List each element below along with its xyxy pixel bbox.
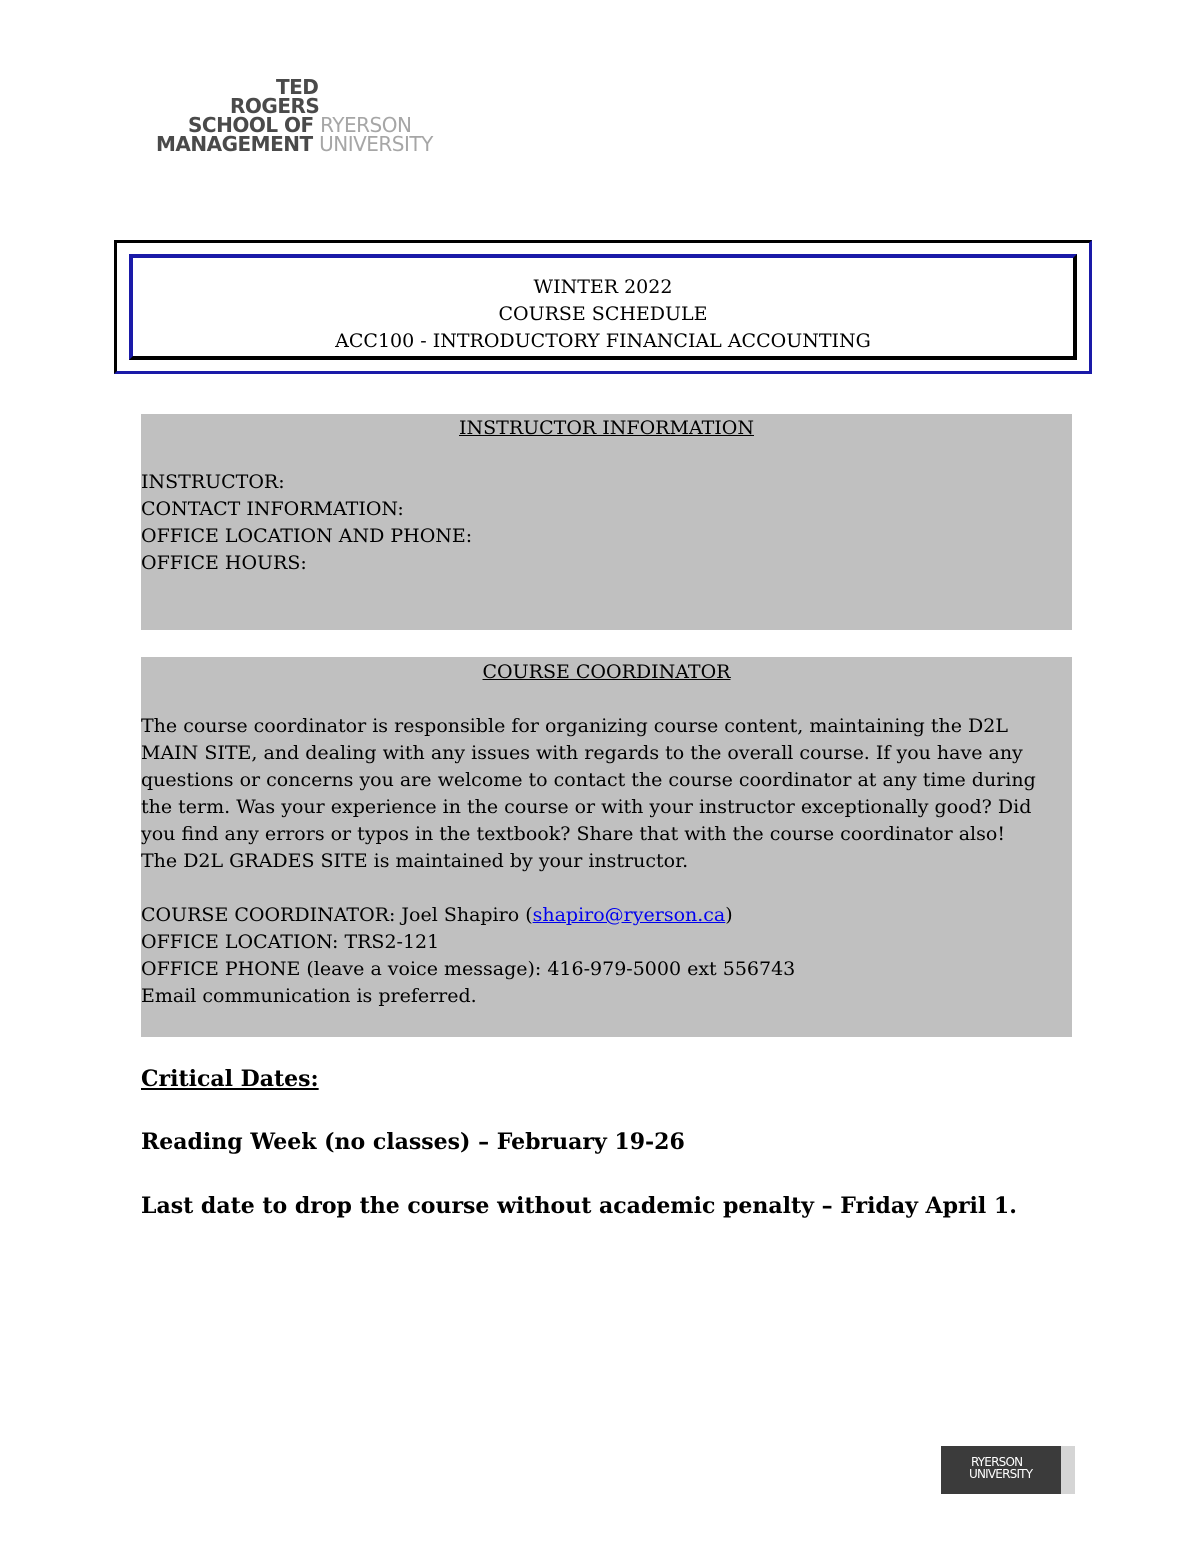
office-hours-label: OFFICE HOURS: (141, 552, 307, 574)
coordinator-office-phone: OFFICE PHONE (leave a voice message): 416-979-5000 ext 556743 (141, 958, 796, 980)
header-course: ACC100 - INTRODUCTORY FINANCIAL ACCOUNTING (335, 330, 871, 352)
logo-university: UNIVERSITY (319, 132, 433, 156)
coordinator-office-location: OFFICE LOCATION: TRS2-121 (141, 931, 440, 953)
drop-course-date: Last date to drop the course without academic penalty – Friday April 1. (141, 1193, 1017, 1219)
instructor-label: INSTRUCTOR: (141, 471, 285, 493)
ryerson-footer-logo (941, 1446, 1075, 1494)
critical-dates-heading: Critical Dates: (141, 1066, 319, 1092)
header-doc-type: COURSE SCHEDULE (498, 303, 708, 325)
coordinator-name: COURSE COORDINATOR: Joel Shapiro ( (141, 904, 533, 926)
logo-ryerson: RYERSON (320, 113, 412, 137)
coordinator-email-link[interactable]: shapiro@ryerson.ca (532, 904, 726, 926)
coordinator-name-suffix: ) (725, 904, 733, 926)
logo-school-of: SCHOOL OF (188, 113, 314, 137)
coordinator-paragraph-line: questions or concerns you are welcome to contact the course coordinator at any time during (141, 769, 1036, 791)
coordinator-paragraph-line: MAIN SITE, and dealing with any issues with regards to the overall course. If you have any (141, 742, 1023, 764)
coordinator-email-preference: Email communication is preferred. (141, 985, 477, 1007)
logo-line-4 (156, 132, 433, 156)
header-frame (114, 240, 1092, 374)
office-location-label: OFFICE LOCATION AND PHONE: (141, 525, 473, 547)
school-logo (150, 76, 470, 160)
footer-logo-line1: RYERSON (971, 1455, 1023, 1469)
coordinator-paragraph-line: you find any errors or typos in the textbook? Share that with the course coordinator also! (141, 823, 1005, 845)
contact-info-label: CONTACT INFORMATION: (141, 498, 404, 520)
coordinator-paragraph-line: The D2L GRADES SITE is maintained by your instructor. (141, 850, 689, 872)
header-inner-frame (129, 254, 1077, 360)
logo-management: MANAGEMENT (156, 132, 313, 156)
course-coordinator-box (141, 657, 1072, 1037)
instructor-info-box (141, 414, 1072, 630)
header-term: WINTER 2022 (533, 276, 673, 298)
instructor-info-title: INSTRUCTOR INFORMATION (459, 417, 754, 439)
coordinator-name-line (141, 902, 1072, 929)
logo-line-ted: TED (276, 75, 319, 99)
reading-week-date: Reading Week (no classes) – February 19-26 (141, 1129, 685, 1155)
coordinator-title: COURSE COORDINATOR (482, 661, 731, 683)
coordinator-paragraph-line: The course coordinator is responsible for organizing course content, maintaining the D2L (141, 715, 1008, 737)
footer-logo-line2: UNIVERSITY (969, 1467, 1033, 1481)
logo-line-rogers: ROGERS (230, 94, 320, 118)
coordinator-paragraph-line: the term. Was your experience in the course or with your instructor exceptionally good? Did (141, 796, 1032, 818)
